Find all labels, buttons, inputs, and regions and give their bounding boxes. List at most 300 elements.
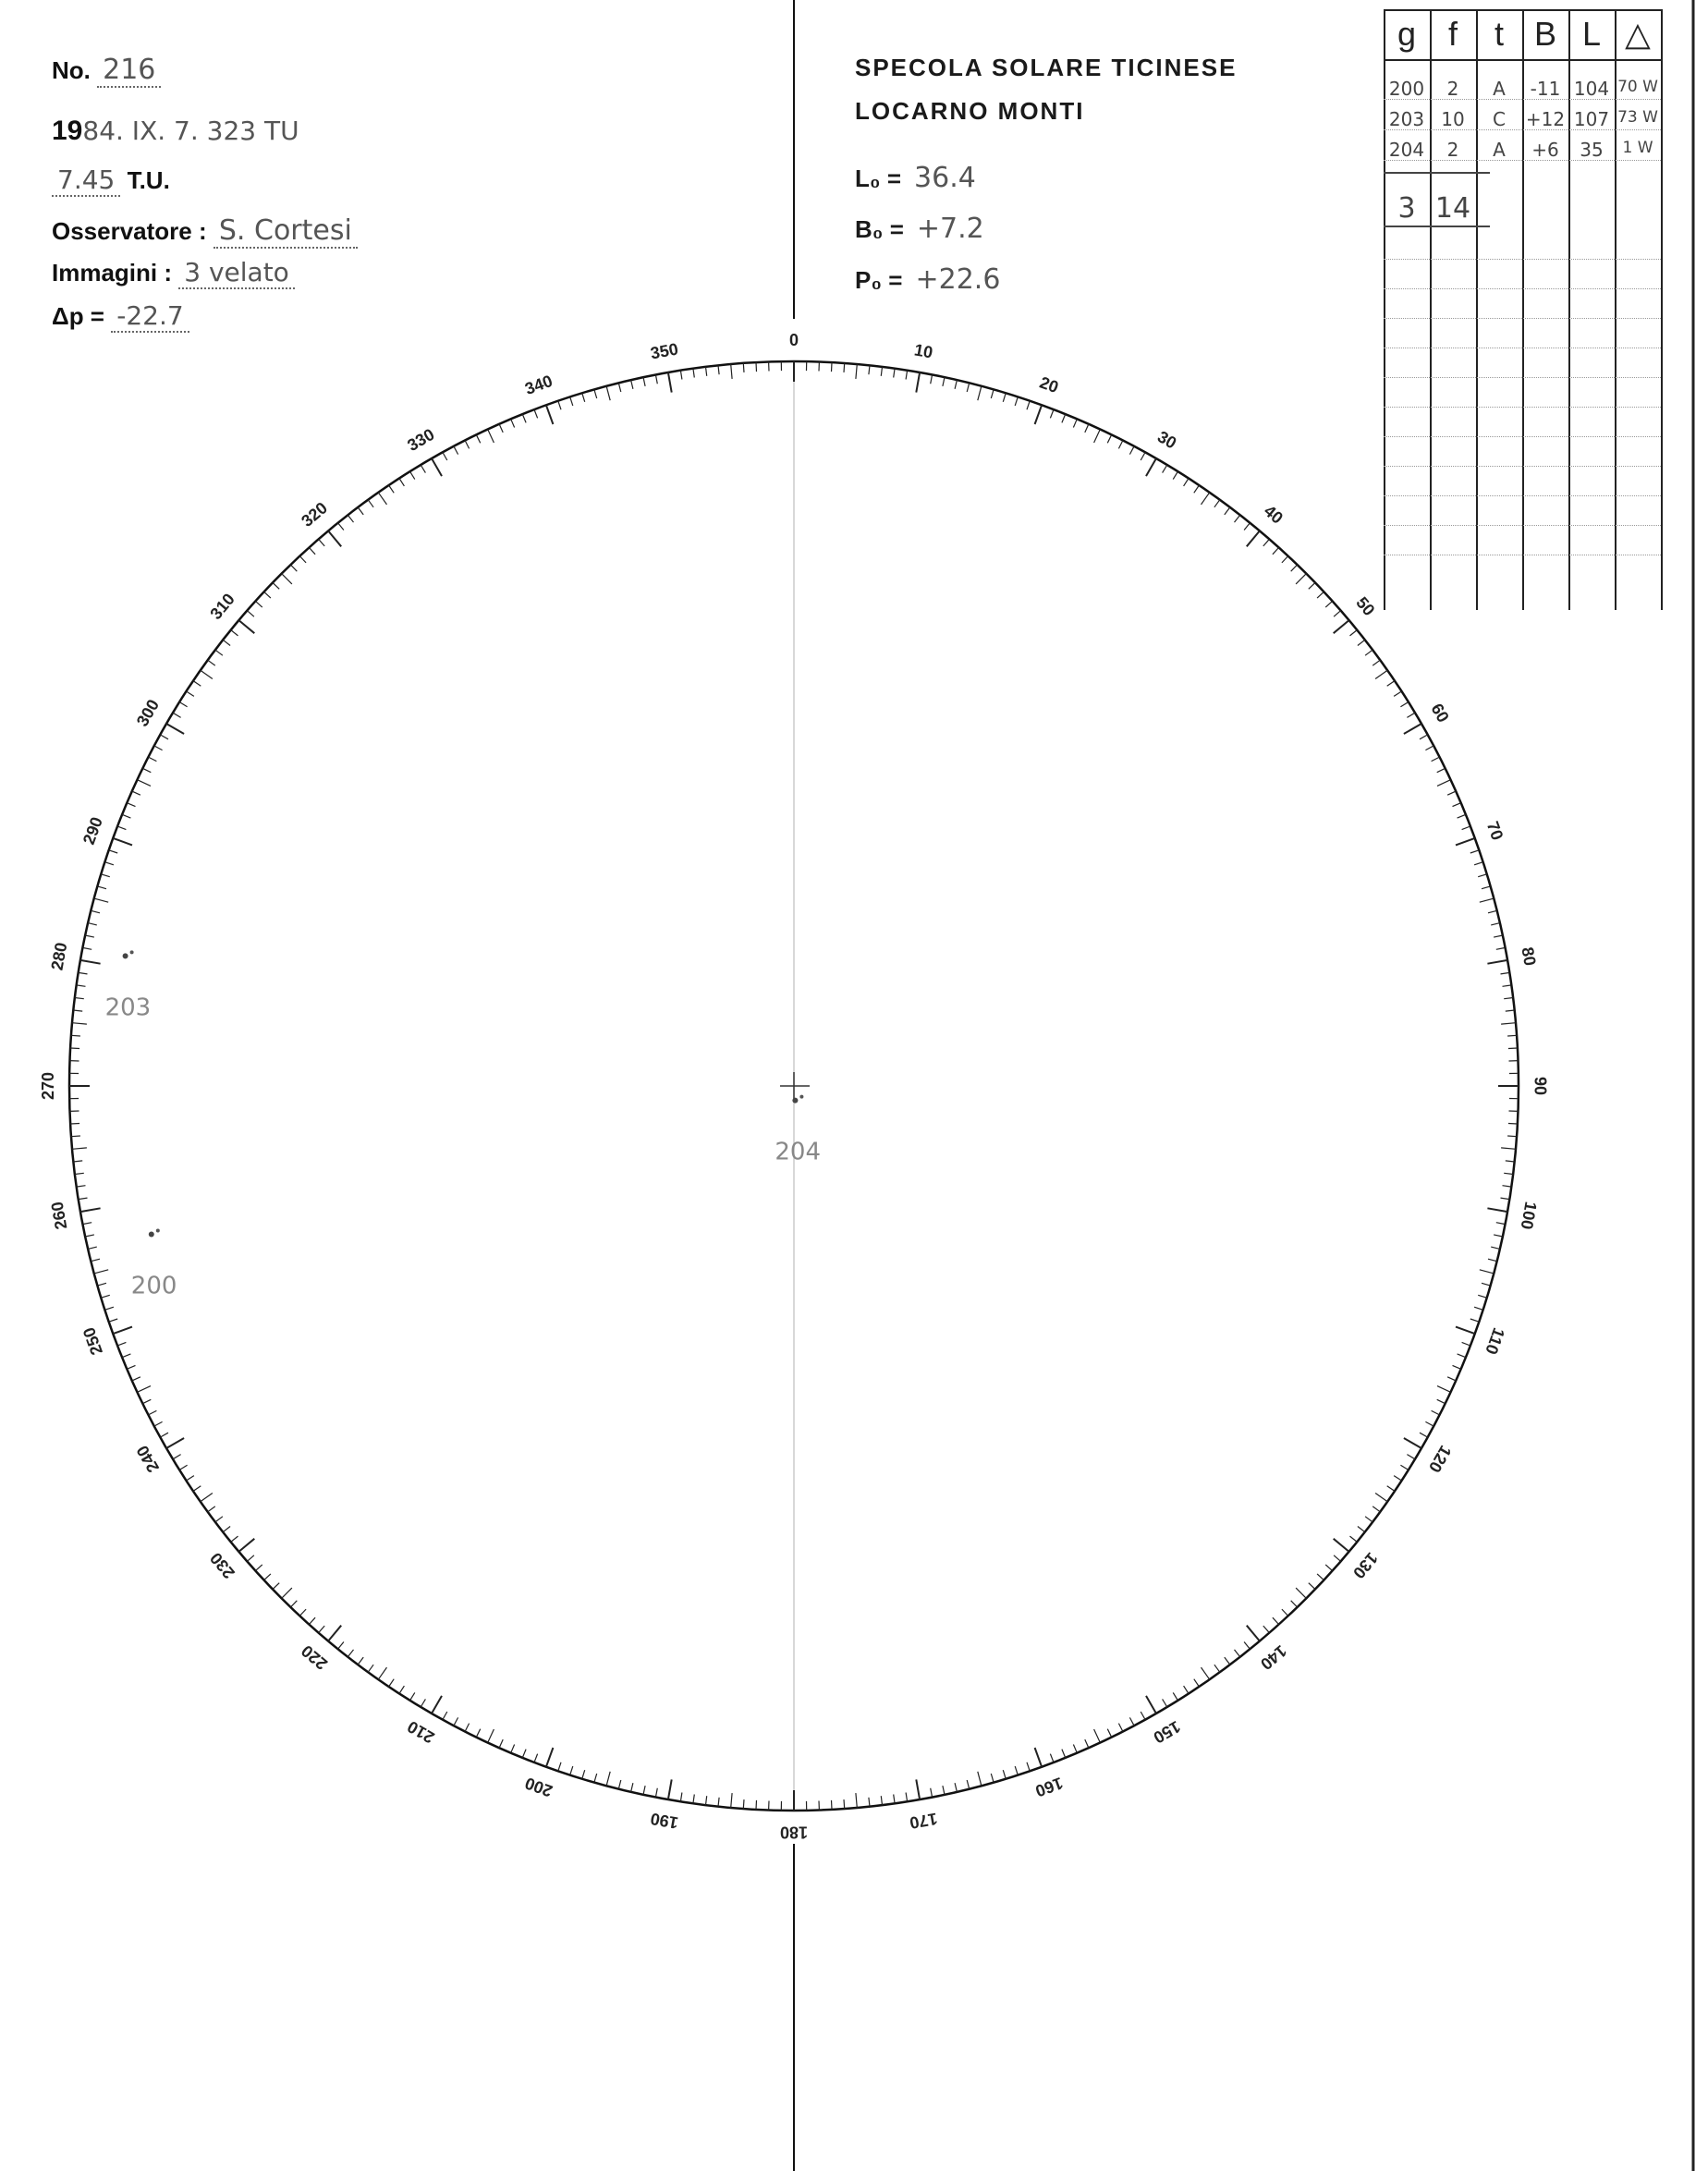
scale-tick bbox=[1462, 1342, 1470, 1346]
cell-L: 104 bbox=[1573, 78, 1610, 100]
scale-tick bbox=[706, 367, 707, 376]
sunspot-marker bbox=[792, 1098, 798, 1104]
scale-tick bbox=[718, 1798, 719, 1807]
scale-tick bbox=[348, 515, 353, 522]
param-L0 bbox=[855, 162, 976, 194]
scale-tick bbox=[643, 377, 645, 386]
param-B0 bbox=[855, 213, 984, 245]
scale-tick bbox=[1504, 1173, 1513, 1174]
scale-tick bbox=[1235, 515, 1240, 522]
scale-tick bbox=[1358, 640, 1365, 645]
scale-tick bbox=[127, 803, 135, 807]
scale-tick bbox=[1194, 485, 1200, 493]
scale-tick bbox=[756, 1800, 757, 1810]
scale-tick bbox=[1184, 479, 1189, 486]
scale-tick bbox=[631, 380, 633, 389]
scale-tick bbox=[187, 1476, 194, 1481]
scale-tick bbox=[1456, 838, 1475, 846]
cell-delta: 70 W bbox=[1617, 78, 1658, 96]
cell-f: 10 bbox=[1441, 108, 1465, 130]
scale-tick bbox=[1394, 1476, 1401, 1481]
cell-t: A bbox=[1493, 78, 1506, 100]
scale-tick bbox=[1365, 1517, 1372, 1522]
scale-tick bbox=[1094, 430, 1101, 444]
scale-tick bbox=[668, 372, 672, 393]
scale-tick bbox=[1404, 1438, 1421, 1448]
scale-tick bbox=[1085, 424, 1089, 433]
scale-label: 210 bbox=[404, 1716, 438, 1748]
scale-tick bbox=[389, 485, 395, 493]
cell-g: 204 bbox=[1388, 139, 1425, 161]
scale-tick bbox=[101, 874, 110, 877]
scale-tick bbox=[1050, 409, 1054, 418]
header-B: B bbox=[1533, 15, 1556, 53]
scale-tick bbox=[378, 493, 386, 505]
scale-tick bbox=[594, 1774, 597, 1783]
scale-tick bbox=[309, 1617, 315, 1624]
scale-tick bbox=[122, 814, 130, 818]
scale-tick bbox=[488, 430, 494, 444]
scale-label: 10 bbox=[912, 340, 934, 362]
scale-tick bbox=[693, 1795, 694, 1804]
scale-tick bbox=[618, 1780, 621, 1789]
scale-tick bbox=[1225, 1657, 1230, 1665]
scale-tick bbox=[255, 1565, 262, 1571]
scale-tick bbox=[117, 826, 126, 830]
scale-tick bbox=[1394, 691, 1401, 696]
scale-tick bbox=[1478, 1295, 1487, 1298]
scale-tick bbox=[328, 1626, 341, 1641]
scale-tick bbox=[1350, 1536, 1358, 1542]
scale-tick bbox=[1035, 1748, 1043, 1767]
scale-label: 330 bbox=[404, 424, 438, 456]
scale-tick bbox=[1470, 1319, 1480, 1322]
scale-tick bbox=[77, 1186, 86, 1187]
scale-tick bbox=[1480, 1270, 1494, 1274]
scale-tick bbox=[173, 1455, 181, 1459]
scale-tick bbox=[1508, 1048, 1518, 1049]
scale-tick bbox=[1062, 1750, 1066, 1758]
scale-tick bbox=[238, 1539, 254, 1552]
scale-label: 60 bbox=[1427, 700, 1453, 726]
scale-tick bbox=[967, 1780, 970, 1789]
scale-tick bbox=[71, 1136, 80, 1137]
scale-tick bbox=[142, 768, 151, 772]
scale-tick bbox=[967, 383, 970, 392]
scale-tick bbox=[1372, 1506, 1380, 1512]
scale-tick bbox=[1225, 507, 1230, 515]
cell-L: 107 bbox=[1573, 108, 1610, 130]
scale-tick bbox=[117, 1342, 126, 1346]
sunspot-marker bbox=[156, 1229, 160, 1233]
scale-tick bbox=[1334, 620, 1349, 633]
scale-label: 170 bbox=[908, 1809, 939, 1833]
scale-tick bbox=[378, 1667, 386, 1679]
scale-tick bbox=[193, 1486, 201, 1492]
scale-tick bbox=[1437, 768, 1446, 772]
scale-tick bbox=[368, 1665, 373, 1672]
sunspot-marker bbox=[149, 1232, 154, 1238]
scale-tick bbox=[931, 1788, 933, 1798]
scale-tick bbox=[1458, 814, 1466, 818]
scale-tick bbox=[1035, 405, 1043, 424]
scale-tick bbox=[1003, 393, 1006, 402]
scale-tick bbox=[1470, 850, 1480, 853]
scale-tick bbox=[546, 1748, 554, 1767]
B0-value: +7.2 bbox=[916, 213, 984, 245]
scale-tick bbox=[643, 1786, 645, 1795]
scale-label: 220 bbox=[298, 1641, 332, 1674]
scale-tick bbox=[109, 1319, 118, 1322]
scale-tick bbox=[94, 1270, 109, 1274]
scale-tick bbox=[264, 1574, 271, 1580]
scale-tick bbox=[844, 363, 845, 372]
scale-tick bbox=[1282, 556, 1288, 563]
scale-tick bbox=[1184, 1686, 1189, 1693]
scale-tick bbox=[476, 434, 480, 443]
scale-tick bbox=[1501, 1198, 1510, 1200]
scale-tick bbox=[668, 1779, 672, 1799]
scale-tick bbox=[906, 371, 908, 380]
scale-tick bbox=[85, 935, 94, 937]
scale-tick bbox=[1129, 1717, 1134, 1726]
scale-label: 20 bbox=[1037, 372, 1061, 397]
cell-delta: 1 W bbox=[1622, 139, 1653, 157]
scale-tick bbox=[1432, 757, 1440, 762]
scale-label: 130 bbox=[1349, 1548, 1382, 1582]
scale-tick bbox=[1350, 630, 1358, 636]
scale-tick bbox=[432, 1696, 442, 1714]
scale-tick bbox=[1107, 434, 1111, 443]
cell-B: +6 bbox=[1531, 139, 1559, 161]
scale-tick bbox=[273, 582, 279, 589]
scale-tick bbox=[247, 1555, 254, 1562]
scale-tick bbox=[1432, 1410, 1440, 1415]
scale-tick bbox=[1503, 1186, 1512, 1187]
scale-tick bbox=[113, 838, 132, 846]
scale-tick bbox=[72, 1023, 87, 1024]
scale-tick bbox=[631, 1783, 633, 1792]
sunspot-group-label: 200 bbox=[130, 1272, 177, 1300]
scale-tick bbox=[511, 419, 515, 427]
scale-tick bbox=[1107, 1729, 1111, 1738]
P0-label: P₀ = bbox=[855, 266, 903, 294]
scale-tick bbox=[215, 1517, 223, 1522]
scale-tick bbox=[991, 1774, 994, 1783]
scale-label: 90 bbox=[1531, 1076, 1550, 1096]
scale-tick bbox=[85, 1235, 94, 1237]
scale-tick bbox=[1163, 1699, 1167, 1707]
scale-tick bbox=[655, 1788, 657, 1798]
number-label: No. bbox=[52, 56, 91, 84]
scale-tick bbox=[201, 1494, 213, 1502]
scale-tick bbox=[223, 1527, 230, 1532]
scale-tick bbox=[606, 1772, 610, 1787]
scale-tick bbox=[160, 1433, 168, 1437]
scale-label: 340 bbox=[522, 371, 555, 398]
year-prefix: 19 bbox=[52, 116, 83, 146]
scale-tick bbox=[1003, 1770, 1006, 1779]
scale-label: 100 bbox=[1517, 1200, 1541, 1231]
scale-tick bbox=[1173, 471, 1177, 479]
scale-tick bbox=[79, 972, 88, 974]
scale-tick bbox=[1420, 1433, 1428, 1437]
param-P0 bbox=[855, 263, 1000, 296]
scale-tick bbox=[154, 746, 163, 750]
scale-tick bbox=[1235, 1650, 1240, 1657]
scale-tick bbox=[1400, 1465, 1409, 1470]
scale-tick bbox=[443, 1712, 447, 1720]
scale-tick bbox=[1491, 923, 1500, 925]
scale-tick bbox=[1129, 446, 1134, 455]
scale-tick bbox=[70, 1048, 79, 1049]
scale-tick bbox=[1508, 1124, 1518, 1125]
scale-tick bbox=[706, 1796, 707, 1805]
scale-tick bbox=[454, 446, 458, 455]
images-value: 3 velato bbox=[178, 257, 295, 289]
scale-tick bbox=[844, 1799, 845, 1809]
scale-tick bbox=[1317, 592, 1324, 598]
scale-tick bbox=[718, 365, 719, 374]
scale-label: 70 bbox=[1482, 819, 1507, 843]
sunspot-marker bbox=[130, 950, 134, 954]
scale-tick bbox=[465, 441, 470, 449]
scale-tick bbox=[582, 1770, 585, 1779]
sunspot-group-label: 204 bbox=[775, 1138, 822, 1166]
scale-tick bbox=[606, 386, 610, 401]
scale-tick bbox=[1437, 1386, 1451, 1393]
scale-tick bbox=[421, 465, 425, 473]
scale-tick bbox=[1214, 1665, 1220, 1672]
scale-tick bbox=[1085, 1739, 1089, 1748]
scale-tick bbox=[916, 1779, 920, 1799]
scale-tick bbox=[1507, 1035, 1517, 1036]
scale-tick bbox=[680, 1793, 682, 1802]
scale-tick bbox=[1487, 1208, 1507, 1212]
scale-tick bbox=[1094, 1729, 1101, 1743]
scale-label: 40 bbox=[1260, 501, 1287, 528]
scale-tick bbox=[570, 396, 573, 406]
scale-tick bbox=[142, 1399, 151, 1403]
disk-center-cross bbox=[780, 1072, 810, 1102]
scale-tick bbox=[465, 1724, 470, 1732]
scale-tick bbox=[122, 1354, 130, 1358]
scale-tick bbox=[1263, 539, 1270, 546]
scale-label: 50 bbox=[1352, 592, 1379, 620]
scale-label: 350 bbox=[649, 339, 680, 363]
scale-tick bbox=[215, 650, 223, 655]
scale-tick bbox=[223, 640, 230, 645]
scale-tick bbox=[1296, 1588, 1306, 1598]
header-delta: △ bbox=[1625, 15, 1651, 53]
scale-tick bbox=[916, 372, 920, 393]
scale-tick bbox=[693, 369, 694, 378]
scale-tick bbox=[238, 620, 254, 633]
scale-tick bbox=[546, 405, 554, 424]
scale-tick bbox=[1503, 985, 1512, 986]
scale-tick bbox=[558, 1762, 561, 1772]
scale-tick bbox=[1375, 670, 1387, 678]
scale-tick bbox=[534, 1754, 538, 1762]
scale-tick bbox=[443, 452, 447, 460]
scale-tick bbox=[1482, 1283, 1491, 1286]
scale-tick bbox=[1309, 1583, 1315, 1590]
scale-tick bbox=[943, 1786, 945, 1795]
scale-tick bbox=[756, 362, 757, 372]
scale-label: 260 bbox=[47, 1200, 71, 1231]
scale-tick bbox=[1146, 458, 1156, 476]
scale-tick bbox=[1504, 998, 1513, 999]
scale-tick bbox=[113, 1327, 132, 1335]
cell-B: -11 bbox=[1530, 78, 1561, 100]
scale-tick bbox=[931, 374, 933, 384]
scale-tick bbox=[1480, 898, 1494, 902]
scale-tick bbox=[1291, 1601, 1298, 1607]
scale-label: 140 bbox=[1256, 1641, 1290, 1674]
scale-tick bbox=[499, 1739, 503, 1748]
scale-tick bbox=[488, 1729, 494, 1743]
scale-tick bbox=[1334, 1539, 1349, 1552]
scale-tick bbox=[358, 507, 363, 515]
scale-tick bbox=[1325, 1565, 1332, 1571]
scale-label: 80 bbox=[1518, 945, 1540, 968]
scale-tick bbox=[1282, 1609, 1288, 1616]
scale-tick bbox=[358, 1657, 363, 1665]
scale-tick bbox=[71, 1035, 80, 1036]
scale-tick bbox=[290, 565, 297, 571]
scale-tick bbox=[299, 556, 306, 563]
scale-tick bbox=[499, 424, 503, 433]
scale-tick bbox=[149, 757, 157, 762]
scale-tick bbox=[743, 1799, 744, 1809]
scale-tick bbox=[149, 1410, 157, 1415]
scale-tick bbox=[77, 985, 86, 986]
scale-tick bbox=[1334, 1555, 1341, 1562]
scale-label: 310 bbox=[206, 590, 238, 624]
scale-tick bbox=[1482, 886, 1491, 889]
observatory-location: LOCARNO MONTI bbox=[855, 97, 1085, 125]
scale-tick bbox=[80, 1208, 101, 1212]
scale-tick bbox=[247, 611, 254, 617]
observer-label: Osservatore : bbox=[52, 217, 207, 245]
header-f: f bbox=[1447, 15, 1458, 53]
scale-tick bbox=[231, 1536, 238, 1542]
total-groups: 3 bbox=[1397, 192, 1416, 225]
scale-tick bbox=[1214, 500, 1220, 507]
scale-tick bbox=[680, 371, 682, 380]
scale-tick bbox=[978, 1772, 982, 1787]
observation-date bbox=[52, 116, 299, 147]
scale-tick bbox=[97, 1283, 106, 1286]
cell-t: A bbox=[1493, 139, 1506, 161]
scale-tick bbox=[309, 547, 315, 554]
scale-tick bbox=[1456, 1327, 1475, 1335]
scale-tick bbox=[906, 1793, 908, 1802]
number-value: 216 bbox=[97, 54, 161, 88]
scale-tick bbox=[743, 363, 744, 372]
scale-tick bbox=[179, 702, 188, 707]
scale-tick bbox=[432, 458, 442, 476]
observation-time bbox=[52, 165, 170, 197]
scale-tick bbox=[1488, 1259, 1497, 1262]
scale-tick bbox=[1400, 702, 1409, 707]
observer-value: S. Cortesi bbox=[214, 214, 358, 249]
delta-p-line bbox=[52, 300, 189, 333]
scale-label: 110 bbox=[1482, 1325, 1508, 1358]
scale-tick bbox=[1050, 1754, 1054, 1762]
scale-tick bbox=[1244, 1642, 1250, 1650]
scale-tick bbox=[73, 1010, 82, 1011]
scale-label: 280 bbox=[47, 941, 71, 972]
scale-tick bbox=[75, 998, 84, 999]
cell-delta: 73 W bbox=[1617, 108, 1658, 127]
images-line bbox=[52, 257, 295, 289]
scale-tick bbox=[1163, 465, 1167, 473]
scale-tick bbox=[522, 1750, 526, 1758]
scale-tick bbox=[1317, 1574, 1324, 1580]
scale-tick bbox=[104, 862, 114, 865]
scale-tick bbox=[1488, 910, 1497, 913]
scale-label: 300 bbox=[132, 696, 164, 730]
scale-label: 200 bbox=[522, 1774, 555, 1801]
scale-tick bbox=[173, 713, 181, 717]
scale-tick bbox=[1291, 565, 1298, 571]
images-label: Immagini : bbox=[52, 259, 173, 287]
scale-tick bbox=[955, 1783, 957, 1792]
scale-tick bbox=[1496, 1223, 1506, 1225]
scale-tick bbox=[1387, 1486, 1395, 1492]
sunspot-group-label: 203 bbox=[104, 994, 152, 1022]
cell-L: 35 bbox=[1580, 139, 1604, 161]
scale-tick bbox=[132, 1377, 140, 1381]
scale-tick bbox=[894, 1795, 895, 1804]
scale-tick bbox=[856, 1793, 857, 1808]
scale-tick bbox=[1273, 547, 1279, 554]
scale-tick bbox=[1407, 1455, 1415, 1459]
scale-tick bbox=[618, 383, 621, 392]
scale-tick bbox=[138, 780, 152, 787]
scale-tick bbox=[1474, 1307, 1483, 1310]
scale-tick bbox=[582, 393, 585, 402]
scale-tick bbox=[104, 1307, 114, 1310]
scale-tick bbox=[94, 898, 109, 902]
scale-tick bbox=[97, 886, 106, 889]
scale-tick bbox=[655, 374, 657, 384]
scale-tick bbox=[208, 660, 215, 665]
scale-tick bbox=[166, 724, 184, 734]
cell-t: C bbox=[1493, 108, 1506, 130]
scale-tick bbox=[421, 1699, 425, 1707]
scale-tick bbox=[534, 409, 538, 418]
scale-tick bbox=[1387, 681, 1395, 687]
P0-value: +22.6 bbox=[915, 263, 1001, 296]
scale-tick bbox=[1487, 960, 1507, 964]
scale-tick bbox=[1501, 1148, 1516, 1149]
scale-tick bbox=[82, 1223, 92, 1225]
scale-tick bbox=[1501, 1023, 1516, 1024]
total-spots: 14 bbox=[1434, 192, 1471, 225]
scale-tick bbox=[991, 389, 994, 398]
scale-tick bbox=[1173, 1692, 1177, 1701]
scale-tick bbox=[1202, 493, 1210, 505]
scale-tick bbox=[1118, 1724, 1123, 1732]
scale-tick bbox=[282, 1588, 292, 1598]
scale-tick bbox=[193, 681, 201, 687]
scale-tick bbox=[338, 523, 344, 531]
scale-tick bbox=[522, 414, 526, 422]
scale-tick bbox=[1375, 1494, 1387, 1502]
scale-tick bbox=[1263, 1626, 1270, 1633]
